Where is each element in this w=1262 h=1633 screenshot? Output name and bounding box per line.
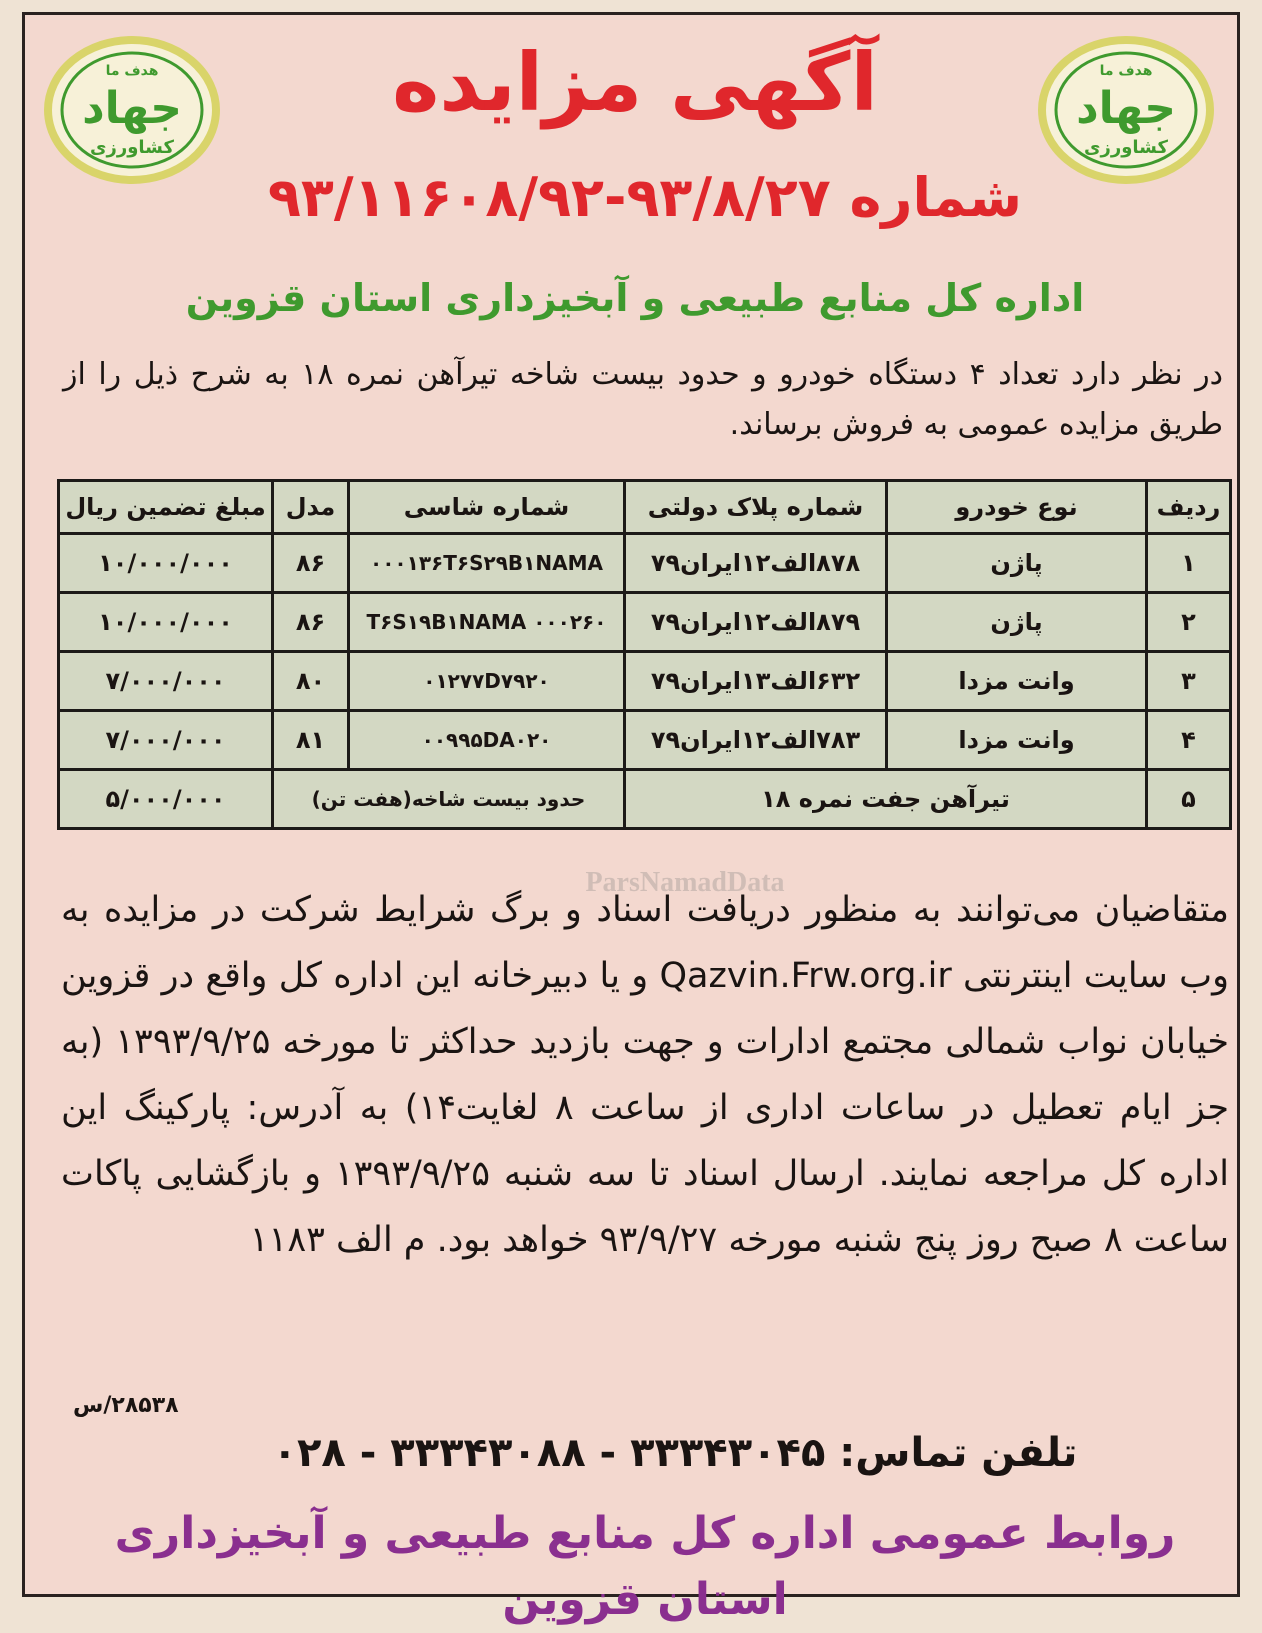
cell-model: ۸۶ <box>273 593 349 652</box>
header-vehicle-type: نوع خودرو <box>887 481 1147 534</box>
contact-phone: تلفن تماس: ۳۳۳۴۳۰۴۵ - ۳۳۳۴۳۰۸۸ - ۰۲۸ <box>272 1430 1078 1476</box>
header-row-number: ردیف <box>1147 481 1231 534</box>
cell-plate: ۸۷۸الف۱۲ایران۷۹ <box>625 534 887 593</box>
cell-vehicle-type: پاژن <box>887 593 1147 652</box>
cell-item-detail: حدود بیست شاخه(هفت تن) <box>273 770 625 829</box>
intro-paragraph: در نظر دارد تعداد ۴ دستگاه خودرو و حدود بیست شاخه تیرآهن نمره ۱۸ به شرح ذیل را از طریق مزایده عمومی به فروش برساند. <box>63 357 1224 442</box>
table-row <box>59 652 1231 711</box>
cell-model: ۸۱ <box>273 711 349 770</box>
header-chassis: شماره شاسی <box>349 481 625 534</box>
cell-deposit: ۷/۰۰۰/۰۰۰ <box>59 652 273 711</box>
jahad-logo-right <box>1037 35 1215 185</box>
auction-notice <box>22 12 1240 1625</box>
cell-chassis: T۶S۱۹B۱NAMA ۰۰۰۲۶۰ <box>349 593 625 652</box>
logo-main-text: جهاد <box>1076 83 1176 134</box>
organization-name: اداره کل منابع طبیعی و آبخیزداری استان قزوین <box>185 276 1085 320</box>
cell-vehicle-type: پاژن <box>887 534 1147 593</box>
reference-number: ۲۸۵۳۸/س <box>73 1393 179 1418</box>
cell-deposit: ۱۰/۰۰۰/۰۰۰ <box>59 534 273 593</box>
footer-public-relations: روابط عمومی اداره کل منابع طبیعی و آبخیزداری استان قزوین <box>114 1508 1176 1625</box>
logo-main-text: جهاد <box>82 83 182 134</box>
body-paragraph: متقاضیان می‌توانند به منظور دریافت اسناد و برگ شرایط شرکت در مزایده به وب سایت اینترنتی Qazvin.Frw.org.ir و یا دبیرخانه این اداره کل واقع در قزوین خیابان نواب شمالی مجتمع ادارات و جهت بازدید حداکثر تا مورخه ۱۳۹۳/۹/۲۵ (به جز ایام تعطیل در ساعات اداری از ساعت ۸ لغایت۱۴) به آدرس: پارکینگ این اداره کل مراجعه نمایند. ارسال اسناد تا سه شنبه ۱۳۹۳/۹/۲۵ و بازگشایی پاکات ساعت ۸ صبح روز پنج شنبه مورخه ۹۳/۹/۲۷ خواهد بود. م الف ۱۱۸۳ <box>61 890 1230 1260</box>
cell-model: ۸۶ <box>273 534 349 593</box>
cell-row-number: ۵ <box>1147 770 1231 829</box>
table-row <box>59 593 1231 652</box>
cell-row-number: ۲ <box>1147 593 1231 652</box>
cell-vehicle-type: وانت مزدا <box>887 652 1147 711</box>
cell-chassis: ۰۰۹۹۵DA۰۲۰ <box>349 711 625 770</box>
cell-plate: ۶۳۲الف۱۳ایران۷۹ <box>625 652 887 711</box>
logo-sub-text: کشاورزی <box>1084 137 1168 158</box>
watermark-text: ParsNamadData <box>585 867 785 898</box>
cell-plate: ۸۷۹الف۱۲ایران۷۹ <box>625 593 887 652</box>
notice-title: آگهی مزایده <box>392 36 878 129</box>
cell-row-number: ۳ <box>1147 652 1231 711</box>
cell-item-type: تیرآهن جفت نمره ۱۸ <box>625 770 1147 829</box>
cell-deposit: ۷/۰۰۰/۰۰۰ <box>59 711 273 770</box>
jahad-logo-left <box>43 35 221 185</box>
table-row <box>59 534 1231 593</box>
header-deposit: مبلغ تضمین ریال <box>59 481 273 534</box>
logo-small-text: هدف ما <box>1099 63 1153 79</box>
cell-vehicle-type: وانت مزدا <box>887 711 1147 770</box>
table-row <box>59 770 1231 829</box>
cell-row-number: ۱ <box>1147 534 1231 593</box>
cell-plate: ۷۸۳الف۱۲ایران۷۹ <box>625 711 887 770</box>
cell-model: ۸۰ <box>273 652 349 711</box>
items-table <box>57 479 1232 830</box>
cell-deposit: ۵/۰۰۰/۰۰۰ <box>59 770 273 829</box>
logo-sub-text: کشاورزی <box>90 137 174 158</box>
header-plate: شماره پلاک دولتی <box>625 481 887 534</box>
cell-deposit: ۱۰/۰۰۰/۰۰۰ <box>59 593 273 652</box>
table-header-row <box>59 481 1231 534</box>
cell-chassis: ۰۰۰۱۳۶T۶S۲۹B۱NAMA <box>349 534 625 593</box>
logo-small-text: هدف ما <box>105 63 159 79</box>
cell-row-number: ۴ <box>1147 711 1231 770</box>
table-row <box>59 711 1231 770</box>
header-model: مدل <box>273 481 349 534</box>
cell-chassis: ۰۱۲۷۷D۷۹۲۰ <box>349 652 625 711</box>
notice-number: شماره ۹۳/۸/۲۷-۹۳/۱۱۶۰۸/۹۲ <box>267 166 1023 229</box>
